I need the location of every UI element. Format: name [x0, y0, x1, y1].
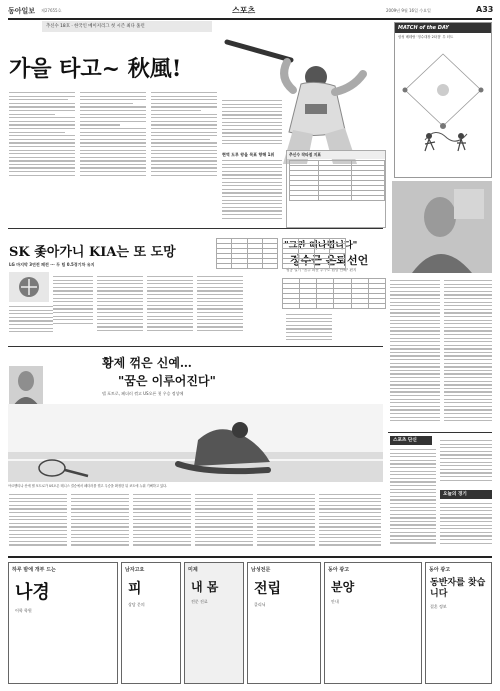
stats-box-title: 추신수 작타점 지표	[287, 151, 385, 159]
divider-2	[8, 346, 383, 347]
team-logo	[9, 272, 49, 302]
divider-1	[8, 228, 383, 229]
story1-column-3	[151, 92, 217, 182]
retirement-column-1	[286, 314, 332, 344]
ad-5: 동아 광고 분양 안내	[324, 562, 422, 684]
tennis-photo	[8, 404, 383, 482]
news-brief-column	[390, 449, 436, 549]
masthead-rule	[8, 18, 492, 20]
tennis-column-4	[195, 494, 253, 550]
divider-3	[388, 432, 492, 433]
match-logo: MATCH of the DAY	[395, 23, 491, 33]
page-number: A33	[476, 5, 494, 14]
match-diagram	[395, 40, 491, 170]
ad-1: 하루 밤에 개부 드는 나경 어학 학원	[8, 562, 118, 684]
match-caption: 삼성 베테랑 '정수대장 2타점' 투 터트	[398, 35, 454, 39]
tennis-photo-caption: 아르헨티나 신예 델 포트로가 US오픈 테니스 결승에서 페더러를 꺾고 우승을 확정한 뒤 코트에 누워 기뻐하고 있다.	[8, 484, 168, 488]
box-score-2	[282, 238, 346, 274]
tennis-column-1	[9, 494, 67, 550]
retirement-column-2	[390, 280, 440, 430]
news-brief-title: 스포츠 단신	[390, 436, 432, 445]
story2-column-2	[9, 306, 53, 336]
tennis-portrait	[9, 366, 43, 406]
tennis-column-2	[71, 494, 129, 550]
issue-date: 2009년 9월 16일 수요일	[386, 8, 431, 13]
quote-line: "그만 떠나렵니다"	[284, 241, 358, 251]
standings-table	[282, 278, 386, 312]
headline-sk-kia: SK 좇아가니 KIA는 또 도망	[9, 245, 176, 260]
schedule-title: 오늘의 경기	[440, 490, 492, 499]
section-name: 스포츠	[232, 6, 256, 15]
kicker: 추신수 18호 · 한국인 메이저리그 첫 시즌 최다 홈런	[42, 21, 212, 32]
news-brief-column-2	[440, 440, 492, 486]
story1-column-1	[9, 92, 75, 182]
portrait-photo	[392, 181, 492, 273]
story1-column-4	[222, 100, 282, 148]
issue-number: 제27655호	[41, 8, 62, 13]
story2-column-1	[53, 276, 93, 326]
tennis-column-6	[319, 494, 381, 550]
schedule-column	[440, 503, 492, 549]
headline-tennis-2: "꿈은 이루어진다"	[118, 374, 216, 388]
ad-6: 동아 광고 동반자를 찾습니다 결혼 정보	[425, 562, 492, 684]
story2-column-5	[197, 276, 243, 336]
tennis-column-5	[257, 494, 315, 550]
headline-tennis-1: 황제 꺾은 신예…	[102, 356, 192, 370]
story1-subheading: 현역 도루 왕을 목표 향해 1위	[222, 152, 275, 157]
ad-4: 남성전문 전립 클리닉	[247, 562, 321, 684]
box-score-1	[216, 238, 278, 274]
story1-column-5	[222, 160, 282, 224]
stats-box	[286, 150, 386, 228]
ad-3: 미제 내 몸 전문 진료	[184, 562, 244, 684]
retirement-column-3	[444, 280, 492, 430]
ads-rule	[8, 556, 492, 558]
paper-name: 동아일보	[8, 7, 36, 15]
story2-column-4	[147, 276, 193, 336]
sk-kia-subhead: LG 마지막 3연전 패전 ··· 두 팀 0.5경기차 유지	[9, 262, 95, 267]
headline-choo: 가을 타고~ 秋風!	[9, 56, 182, 82]
retirement-subhead: 성공 밀기 "음주 파문 누구도 원망 안해" 편지	[286, 268, 357, 272]
story1-column-2	[80, 92, 146, 182]
ad-2: 남자고요 피 상담 문의	[121, 562, 181, 684]
headline-retirement: 정수근 은퇴선언	[290, 254, 369, 267]
tennis-subhead: 델 포트로, 페더러 꺾고 US오픈 첫 우승 정상에	[102, 391, 184, 396]
story2-column-3	[97, 276, 143, 336]
masthead	[8, 5, 492, 17]
match-of-the-day	[394, 22, 492, 178]
tennis-column-3	[133, 494, 191, 550]
stats-table	[289, 160, 385, 201]
